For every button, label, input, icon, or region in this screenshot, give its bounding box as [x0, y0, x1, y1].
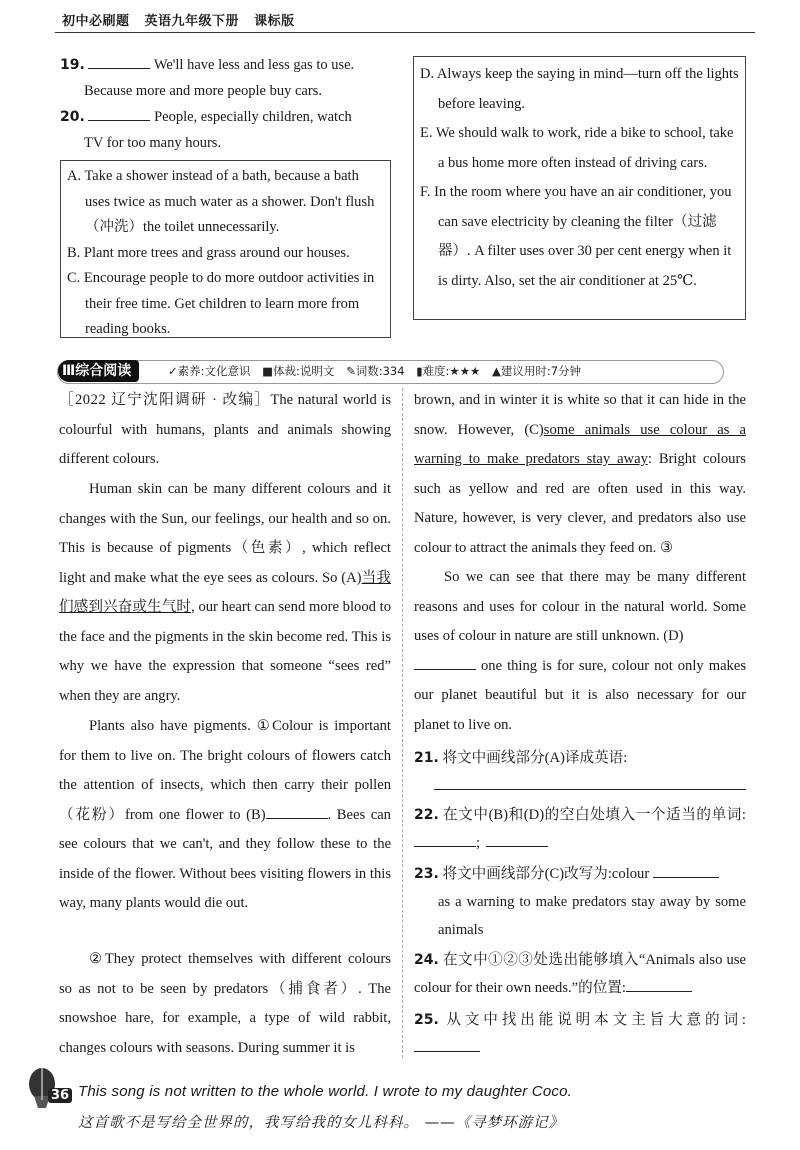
book-title: 英语九年级下册 [144, 14, 240, 29]
passage-paragraph-5 [414, 386, 746, 563]
question-text: People, especially children, watch [154, 109, 352, 125]
question-number: 25. [414, 1012, 439, 1028]
page-header [62, 10, 305, 29]
paragraph-text: , our heart can send more blood to the face and the pigments in the skin become red. This is why we have the expression that someone “sees red” when they are angry. [59, 599, 391, 704]
passage-paragraph-4 [59, 945, 391, 1063]
blank-d[interactable] [414, 655, 476, 670]
header-rule [55, 32, 755, 33]
question-22 [414, 801, 746, 857]
word-count-tag: ✎词数:334 [346, 364, 405, 378]
paragraph-text: Human skin can be many different colours and it changes with the Sun, our feelings, our health and so on. This is because of pigments（色素）, which reflect light and make what the eye sees as colours. So (A) [59, 481, 391, 586]
question-number: 24. [414, 952, 439, 968]
paragraph-text: So we can see that there may be many different reasons and uses for colour in the natural world. Some uses of colour in nature are still unknown. (D) [414, 569, 746, 644]
question-text: 从文中找出能说明本文主旨大意的词: [446, 1012, 746, 1028]
answer-blank[interactable] [88, 106, 150, 121]
paragraph-text: The natural world is colourful with humans, plants and animals showing different colours. [59, 392, 392, 467]
question-24 [414, 946, 746, 1002]
question-number: 22. [414, 807, 439, 823]
answer-blank-b[interactable] [414, 832, 476, 847]
question-number: 20. [60, 109, 85, 125]
question-text: 将文中画线部分(C)改写为:colour [442, 866, 650, 882]
option-d: D. Always keep the saying in mind—turn off the lights before leaving. [420, 66, 739, 112]
question-20 [60, 104, 395, 156]
underlined-part-a: 当我们感到兴奋或生气时 [59, 569, 391, 615]
paragraph-text: . Bees can see colours that we can't, and they follow these to the inside of the flower. Without bees visiting flowers in this way, many plants would die out. [59, 806, 391, 911]
paragraph-text: one thing is for sure, colour not only makes our planet beautiful but it is also necessary for our planet to live on. [414, 657, 746, 733]
answer-blank[interactable] [653, 863, 719, 878]
column-divider [402, 388, 403, 1058]
question-text: 在文中①②③处选出能够填入“Animals also use colour for their own needs.”的位置: [414, 952, 746, 996]
question-text: 在文中(B)和(D)的空白处填入一个适当的单词: [443, 807, 746, 823]
question-21 [414, 744, 746, 800]
question-text: 将文中画线部分(A)译成英语: [442, 750, 628, 766]
answer-line[interactable] [434, 775, 746, 790]
question-text: Because more and more people buy cars. [84, 83, 322, 99]
question-text: We'll have less and less gas to use. [153, 57, 355, 73]
question-number: 23. [414, 866, 439, 882]
question-25 [414, 1006, 746, 1062]
options-box-left [60, 160, 391, 338]
option-b: B. Plant more trees and grass around our houses. [67, 244, 350, 261]
question-text: TV for too many hours. [84, 135, 222, 151]
question-number: 19. [60, 57, 85, 73]
section-info [168, 363, 589, 379]
literacy-tag: ✓素养:文化意识 [168, 364, 251, 378]
genre-tag: ■体裁:说明文 [262, 364, 335, 378]
options-box-right [413, 56, 746, 320]
footer-quote-en: This song is not written to the whole world. I wrote to my daughter Coco. [78, 1083, 572, 1100]
paragraph-text: : Bright colours such as yellow and red are often used in this way. Nature, however, is very clever, and predators also use colour to attract the animals they feed on. ③ [414, 451, 746, 556]
answer-blank[interactable] [88, 54, 150, 69]
answer-blank-d[interactable] [486, 832, 548, 847]
paragraph-text: ②They protect themselves with different colours so as not to be seen by predators（捕食者）. The snowshoe hare, for example, a type of wild rabbit, changes colours with seasons. During summer it is [59, 951, 391, 1056]
answer-blank[interactable] [414, 1037, 480, 1052]
answer-blank[interactable] [626, 977, 692, 992]
question-number: 21. [414, 750, 439, 766]
option-f: F. In the room where you have an air conditioner, you can save electricity by cleaning the filter（过滤器）. A filter uses over 30 per cent energy when it is dirty. Also, set the air conditioner at 25℃. [420, 184, 732, 289]
question-19 [60, 52, 395, 104]
series-title: 初中必刷题 [62, 14, 130, 29]
separator: ; [476, 835, 481, 851]
difficulty-tag: ▮难度:★★★ [416, 364, 481, 378]
option-a: A. Take a shower instead of a bath, because a bath uses twice as much water as a shower. Don't flush（冲洗）the toilet unnecessarily. [67, 168, 375, 235]
passage-paragraph-6 [414, 563, 746, 740]
source-tag: ［2022 辽宁沈阳调研 · 改编］ [59, 392, 271, 408]
passage-paragraph-2 [59, 475, 391, 711]
paragraph-text: Plants also have pigments. ①Colour is important for them to live on. The bright colours of flowers catch the attention of insects, which then carry their pollen（花粉）from one flower to (B) [59, 718, 391, 823]
edition-label: 课标版 [254, 14, 295, 29]
section-label: Ⅲ综合阅读 [58, 360, 139, 382]
question-text: as a warning to make predators stay away by some animals [438, 894, 746, 938]
underlined-part-c: some animals use colour as a warning to make predators stay away [414, 421, 746, 467]
time-tag: ▲建议用时:7分钟 [492, 364, 582, 378]
footer-quote-zh: 这首歌不是写给全世界的，我写给我的女儿科科。 ——《寻梦环游记》 [78, 1115, 565, 1131]
paragraph-text: brown, and in winter it is white so that it can hide in the snow. However, (C) [414, 392, 746, 438]
option-e: E. We should walk to work, ride a bike to school, take a bus home more often instead of driving cars. [420, 125, 734, 171]
option-c: C. Encourage people to do more outdoor activities in their free time. Get children to learn more from reading books. [67, 270, 375, 337]
blank-b[interactable] [266, 804, 328, 819]
page-number: 36 [48, 1088, 72, 1103]
passage-paragraph-1 [59, 386, 391, 475]
passage-paragraph-3 [59, 712, 391, 919]
question-23 [414, 860, 746, 944]
